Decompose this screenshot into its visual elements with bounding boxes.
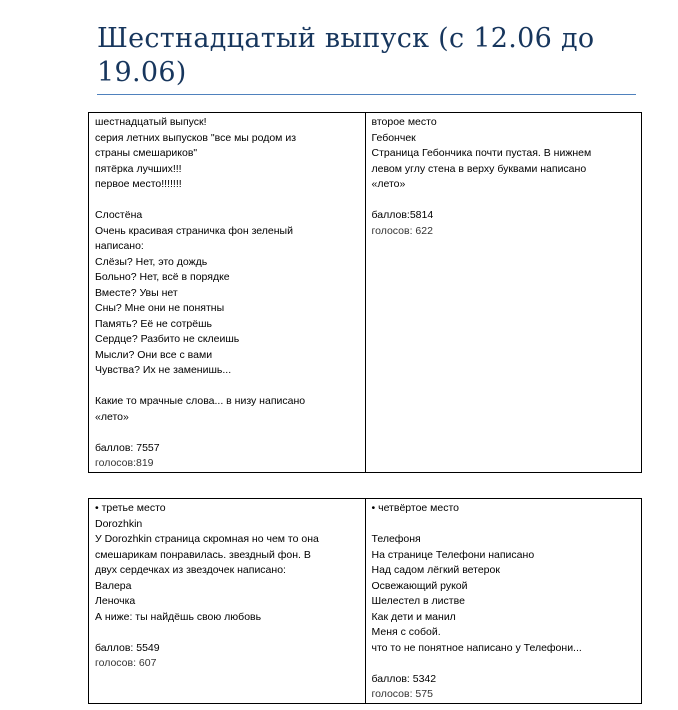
cell-text-line: Чувства? Их не заменишь...	[95, 364, 232, 376]
cell-text-line	[95, 193, 359, 209]
cell-text-line: Сердце? Разбито не склеишь	[95, 333, 240, 345]
cell-text-line: Освежающий рукой	[371, 579, 468, 592]
document-title	[97, 22, 657, 90]
cell-text-line: Какие то мрачные слова... в низу написано	[95, 395, 306, 407]
cell-text-line: голосов: 575	[371, 688, 433, 700]
cell-third-place	[89, 499, 366, 704]
ranking-table-1	[88, 112, 642, 473]
document-title-line-1: Шестнадцатый выпуск (с 12.06 до	[97, 23, 595, 54]
cell-fourth-place	[365, 499, 642, 704]
cell-text-line: Вместе? Увы нет	[95, 286, 178, 299]
cell-text-line	[372, 193, 636, 209]
cell-text-line: Шелестел в листве	[371, 595, 465, 607]
cell-text-line: Слёзы? Нет, это дождь	[95, 255, 208, 268]
cell-text-line	[372, 517, 636, 533]
cell-text-line: Мысли? Они все с вами	[95, 348, 213, 361]
cell-text-line: баллов: 5549	[95, 641, 160, 654]
cell-text-line: шестнадцатый выпуск!	[95, 116, 207, 128]
cell-text-line: Как дети и манил	[371, 610, 456, 623]
cell-text-line: Валера	[95, 579, 132, 592]
cell-text-line: А ниже: ты найдёшь свою любовь	[95, 610, 262, 623]
cell-text-line: первое место!!!!!!!	[95, 178, 182, 190]
cell-text-line: «лето»	[371, 178, 406, 190]
cell-text-line: баллов: 7557	[95, 441, 160, 454]
cell-text-line	[95, 379, 359, 395]
cell-text-line: смешарикам понравилась. звездный фон. В	[95, 548, 311, 561]
cell-text-line: Память? Её не сотрёшь	[95, 317, 213, 330]
cell-text-line	[372, 656, 636, 672]
cell-text-line: голосов: 622	[371, 224, 433, 237]
cell-text-line: • третье место	[95, 502, 166, 514]
cell-text-line: • четвёртое место	[371, 502, 460, 514]
cell-text-line: У Dorozhkin страница скромная но чем то она	[95, 533, 319, 545]
cell-text-line: Очень красивая страничка фон зеленый	[95, 224, 293, 237]
cell-text-line: двух сердечках из звездочек написано:	[95, 564, 286, 576]
cell-text-line: баллов:5814	[371, 209, 434, 221]
cell-text-line: Слостёна	[95, 209, 143, 221]
cell-text-line: «лето»	[95, 410, 129, 423]
cell-text-line: написано:	[95, 240, 144, 252]
cell-text-line: Леночка	[95, 595, 136, 607]
cell-text-line: Телефоня	[371, 533, 421, 545]
cell-text-line: пятёрка лучших!!!	[95, 162, 182, 175]
cell-text-line: Гебончек	[371, 131, 416, 144]
cell-text-line: Меня с собой.	[371, 626, 441, 638]
cell-text-line: Сны? Мне они не понятны	[95, 302, 225, 314]
cell-text-line	[95, 625, 359, 641]
cell-text-line: Страница Гебончика почти пустая. В нижнем	[371, 147, 592, 159]
cell-text-line: На странице Телефони написано	[371, 548, 535, 561]
cell-text-line: страны смешариков"	[95, 147, 198, 159]
document-title-line-2: 19.06)	[97, 57, 187, 88]
ranking-table-2	[88, 498, 642, 704]
cell-text-line: второе место	[371, 116, 437, 128]
cell-text-line: левом углу стена в верху буквами написано	[371, 162, 587, 175]
cell-text-line: баллов: 5342	[371, 672, 437, 685]
cell-text-line	[95, 425, 359, 441]
cell-text-line: Больно? Нет, всё в порядке	[95, 271, 230, 283]
table-row	[89, 499, 642, 704]
cell-text-line: Над садом лёгкий ветерок	[371, 564, 500, 576]
cell-text-line: Dorozhkin	[95, 517, 143, 530]
cell-text-line: что то не понятное написано у Телефони...	[371, 641, 582, 654]
cell-text-line: голосов:819	[95, 457, 154, 469]
cell-text-line: голосов: 607	[95, 657, 157, 669]
table-row	[89, 113, 642, 473]
cell-first-place	[89, 113, 366, 473]
title-underline	[97, 94, 636, 95]
cell-text-line: серия летних выпусков "все мы родом из	[95, 131, 297, 144]
cell-second-place	[365, 113, 642, 473]
